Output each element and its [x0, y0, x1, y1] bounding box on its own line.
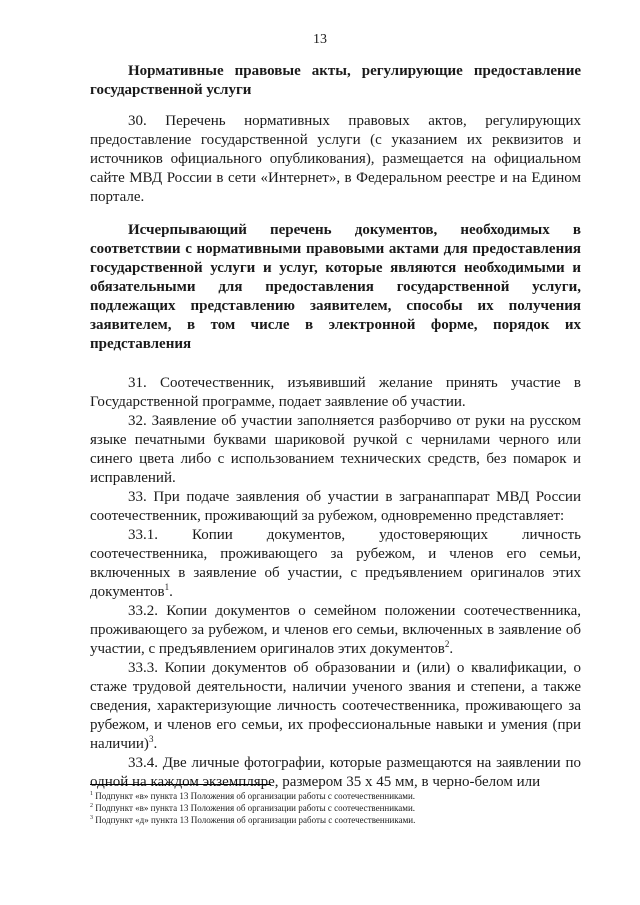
section-heading-documents-list: Исчерпывающий перечень документов, необходимых в соответствии с нормативными правовыми актами для предоставления государственной услуги и услуг, которые являются необходимыми и обязательными для предоставления государственной услуги, подлежащих представлению заявителем, способы их получения заявителем, в том числе в электронной форме, порядок их представления [90, 222, 581, 352]
footnote-ref-1[interactable]: 1 [164, 582, 170, 592]
footnotes [90, 790, 581, 826]
paragraph-33-1: 33.1. Копии документов, удостоверяющих личность соотечественника, проживающего за рубежом, и членов его семьи, включенных в заявление об участии, с предъявлением оригиналов этих документов$^1$. [90, 527, 581, 600]
footnote-3: $^3$ Подпункт «д» пункта 13 Положения об организации работы с соотечественниками. [90, 815, 416, 825]
section-heading-normative-acts: Нормативные правовые акты, регулирующие предоставление государственной услуги [90, 63, 581, 98]
paragraph-33-2: 33.2. Копии документов о семейном положении соотечественника, проживающего за рубежом, и членов его семьи, включенных в заявление об участии, с предъявлением оригиналов этих документов$^2$. [90, 603, 581, 657]
footnote-divider [90, 784, 271, 785]
footnote-2: $^2$ Подпункт «в» пункта 13 Положения об организации работы с соотечественниками. [90, 803, 416, 813]
paragraph-30: 30. Перечень нормативных правовых актов, регулирующих предоставление государственной услуги (с указанием их реквизитов и источников официального опубликования), размещается на официальном сайте МВД России в сети «Интернет», в Федеральном реестре и на Едином портале. [90, 113, 581, 205]
paragraph-31: 31. Соотечественник, изъявивший желание принять участие в Государственной программе, подает заявление об участии. [90, 375, 581, 410]
footnote-ref-3[interactable]: 3 [148, 734, 154, 744]
paragraph-33-4: 33.4. Две личные фотографии, которые размещаются на заявлении по одной на каждом экземпляре, размером 35 х 45 мм, в черно-белом или [90, 755, 581, 790]
page-number: 13 [313, 32, 327, 47]
paragraph-33: 33. При подаче заявления об участии в загранаппарат МВД России соотечественник, проживающий за рубежом, одновременно представляет: [90, 489, 581, 524]
document-body [90, 62, 581, 792]
footnote-1: $^1$ Подпункт «в» пункта 13 Положения об организации работы с соотечественниками. [90, 791, 416, 801]
paragraph-33-3: 33.3. Копии документов об образовании и (или) о квалификации, о стаже трудовой деятельности, наличии ученого звания и степени, а также сведения, характеризующие личность соотечественника, проживающего за рубежом, и членов его семьи, их профессиональные навыки и умения (при наличии)$^3$. [90, 660, 581, 752]
paragraph-32: 32. Заявление об участии заполняется разборчиво от руки на русском языке печатными буквами шариковой ручкой с чернилами черного или синего цвета либо с использованием технических средств, без помарок и исправлений. [90, 413, 581, 486]
footnote-ref-2[interactable]: 2 [444, 639, 450, 649]
